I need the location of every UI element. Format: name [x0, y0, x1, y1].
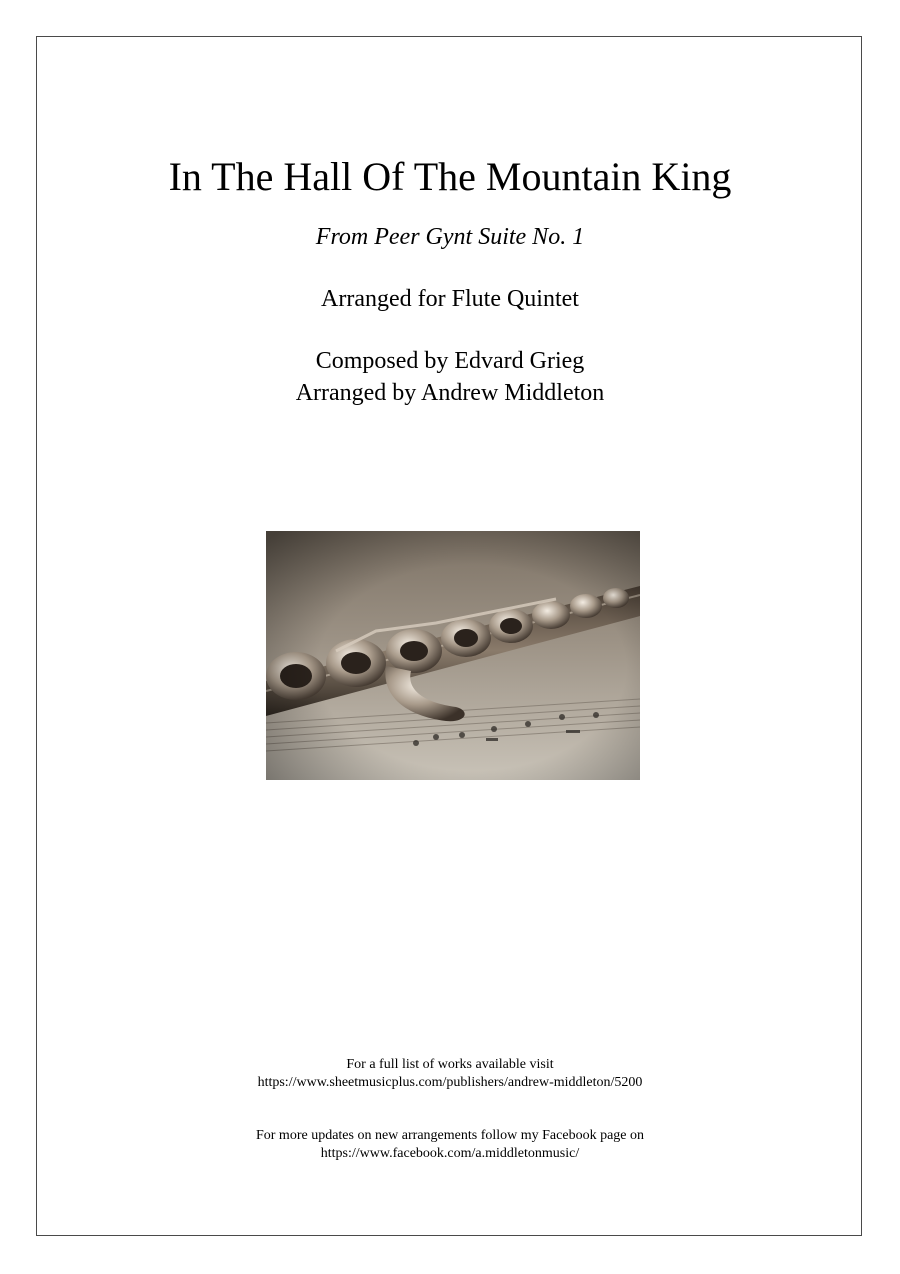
works-intro-text: For a full list of works available visit — [346, 1057, 554, 1072]
arranger-credit: Arranged by Andrew Middleton — [295, 380, 605, 406]
facebook-url-link[interactable]: https://www.facebook.com/a.middletonmusic/ — [320, 1146, 580, 1161]
works-url-link[interactable]: https://www.sheetmusicplus.com/publishers/andrew-middleton/5200 — [257, 1075, 643, 1090]
page-title: In The Hall Of The Mountain King — [168, 154, 732, 199]
facebook-intro-text: For more updates on new arrangements follow my Facebook page on — [255, 1128, 644, 1143]
composer-credit: Composed by Edvard Grieg — [315, 348, 585, 374]
instrumentation: Arranged for Flute Quintet — [321, 286, 579, 312]
subtitle: From Peer Gynt Suite No. 1 — [315, 224, 585, 250]
flute-photo — [266, 531, 640, 780]
